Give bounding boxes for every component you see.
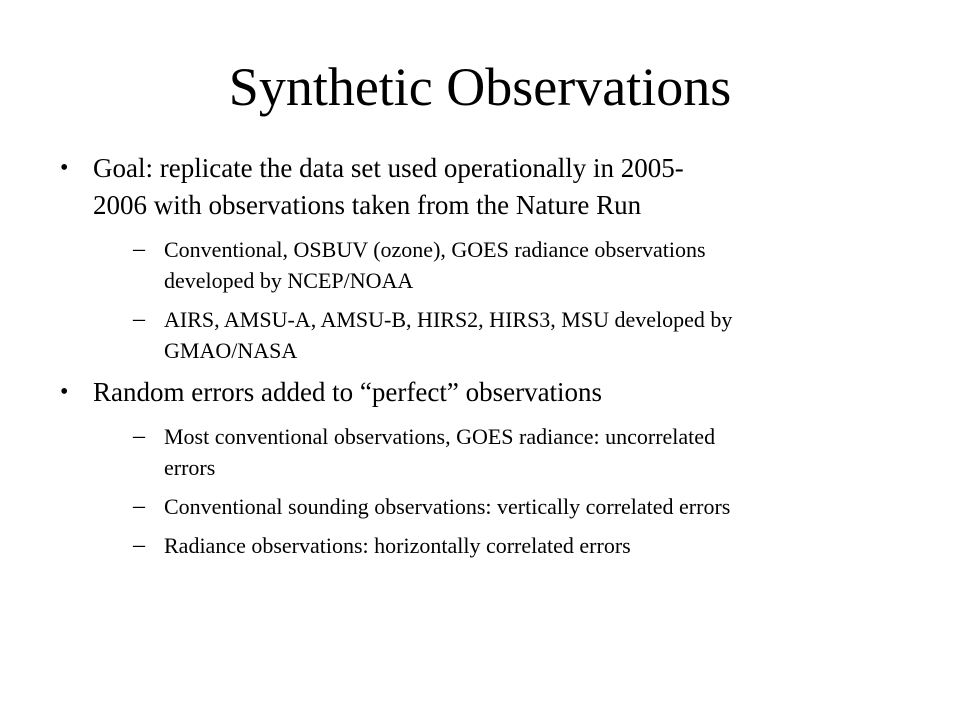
sub-bullet-text: Most conventional observations, GOES radiance: uncorrelated xyxy=(164,424,716,449)
bullet-random-errors xyxy=(60,374,920,561)
dash-marker: – xyxy=(133,532,145,558)
bullet-goal xyxy=(60,150,920,366)
bullet-text: Goal: replicate the data set used operationally in 2005- xyxy=(93,153,684,183)
sub-bullet-text: developed by NCEP/NOAA xyxy=(164,268,414,293)
dash-marker: – xyxy=(133,423,145,449)
sub-bullet-text: AIRS, AMSU-A, AMSU-B, HIRS2, HIRS3, MSU developed by xyxy=(164,307,733,332)
sub-bullet-text: Conventional sounding observations: vertically correlated errors xyxy=(164,494,731,519)
bullet-text: Random errors added to “perfect” observations xyxy=(93,377,603,407)
sub-bullet-text: Conventional, OSBUV (ozone), GOES radiance observations xyxy=(164,237,706,262)
dash-marker: – xyxy=(133,236,145,262)
sub-bullet-horizontal xyxy=(93,530,920,561)
sub-bullet-text: Radiance observations: horizontally correlated errors xyxy=(164,533,631,558)
bullet-text: 2006 with observations taken from the Nature Run xyxy=(93,190,642,220)
sub-bullet-vertical xyxy=(93,491,920,522)
sub-bullet-airs xyxy=(93,304,920,366)
sub-bullet-uncorrelated xyxy=(93,421,920,483)
sub-bullet-text: GMAO/NASA xyxy=(164,338,298,363)
sub-bullet-text: errors xyxy=(164,455,216,480)
sub-bullet-conventional xyxy=(93,234,920,296)
bullet-marker: • xyxy=(60,155,69,181)
sub-bullet-list xyxy=(93,421,920,561)
slide-title: Synthetic Observations xyxy=(228,57,732,117)
bullet-marker: • xyxy=(60,379,69,405)
dash-marker: – xyxy=(133,306,145,332)
bullet-list xyxy=(60,150,920,569)
sub-bullet-list xyxy=(93,234,920,366)
dash-marker: – xyxy=(133,493,145,519)
